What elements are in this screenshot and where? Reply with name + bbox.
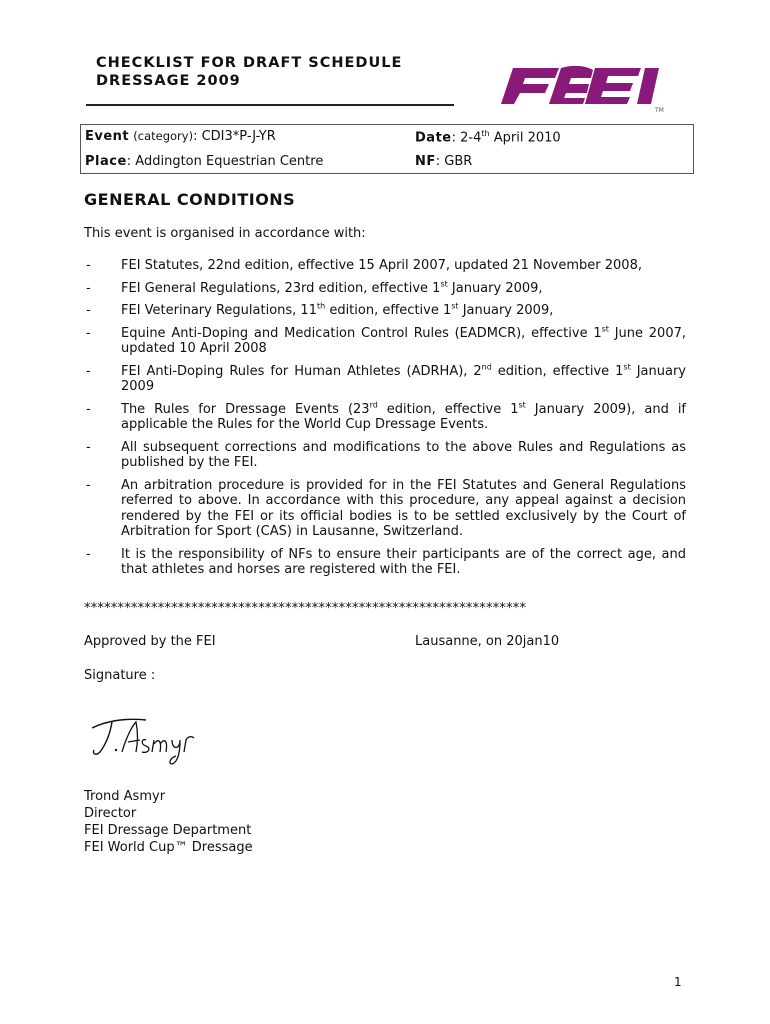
list-item: - It is the responsibility of NFs to ensure their participants are of the correct age, and that athletes and horses are registered with the FEI.: [86, 546, 686, 577]
list-item: - FEI Statutes, 22nd edition, effective 15 April 2007, updated 21 November 2008,: [86, 258, 642, 273]
place-field: Place: Addington Equestrian Centre: [85, 154, 324, 169]
regulations-list: [84, 258, 686, 585]
list-item: - The Rules for Dressage Events (23rd edition, effective 1st January 2009), and if applicable the Rules for the World Cup Dressage Events.: [86, 400, 687, 432]
title-line-1: CHECKLIST FOR DRAFT SCHEDULE: [96, 55, 403, 71]
date-sup: th: [481, 129, 490, 138]
signature-label: Signature :: [84, 668, 156, 683]
intro-text: This event is organised in accordance with:: [84, 226, 366, 241]
title-line-2: DRESSAGE 2009: [96, 73, 241, 89]
nf-field: NF: GBR: [415, 154, 473, 169]
section-heading: GENERAL CONDITIONS: [84, 190, 296, 209]
list-item: - Equine Anti-Doping and Medication Control Rules (EADMCR), effective 1st June 2007, updated 10 April 2008: [86, 324, 686, 356]
signatory-role: Director: [84, 806, 137, 821]
signatory-worldcup: FEI World Cup™ Dressage: [84, 840, 253, 855]
nf-label: NF: [415, 154, 436, 169]
date-value-post: April 2010: [493, 130, 561, 146]
list-item: - FEI Anti-Doping Rules for Human Athletes (ADRHA), 2nd edition, effective 1st January 2009: [86, 362, 686, 394]
list-item: - All subsequent corrections and modifications to the above Rules and Regulations as published by the FEI.: [86, 439, 686, 470]
separator-line: ******************************************************************: [84, 601, 527, 616]
event-value: CDI3*P-J-YR: [201, 129, 276, 144]
document-title: [96, 54, 402, 90]
event-info-box: [80, 124, 694, 174]
list-item: - An arbitration procedure is provided for in the FEI Statutes and General Regulations referred to above. In accordance with this procedure, any appeal against a decision rendered by the FEI or its official bodies is to be settled exclusively by the Court of Arbitration for Sport (CAS) in Lausanne, Switzerland.: [86, 477, 686, 539]
logo-tm: TM: [655, 107, 664, 112]
page-number: 1: [674, 975, 682, 989]
event-label: Event: [85, 129, 130, 144]
event-field: Event (category): CDI3*P-J-YR: [85, 129, 276, 144]
title-underline: [86, 104, 454, 106]
date-value: 2-4: [460, 130, 482, 146]
date-field: Date: 2-4th April 2010: [415, 129, 561, 146]
signatory-name: Trond Asmyr: [84, 789, 166, 804]
place-value: Addington Equestrian Centre: [135, 154, 324, 169]
place-date: Lausanne, on 20jan10: [415, 634, 560, 649]
signatory-department: FEI Dressage Department: [84, 823, 252, 838]
fei-logo: [495, 56, 665, 112]
list-item: - FEI General Regulations, 23rd edition, effective 1st January 2009,: [86, 279, 543, 296]
signatory-block: [84, 788, 253, 856]
nf-value: GBR: [444, 154, 473, 169]
place-label: Place: [85, 154, 127, 169]
handwritten-signature: [88, 710, 198, 766]
list-item: - FEI Veterinary Regulations, 11th edition, effective 1st January 2009,: [86, 301, 554, 318]
approved-by: Approved by the FEI: [84, 634, 216, 649]
date-label: Date: [415, 130, 452, 146]
event-category-label: (category): [133, 129, 194, 143]
